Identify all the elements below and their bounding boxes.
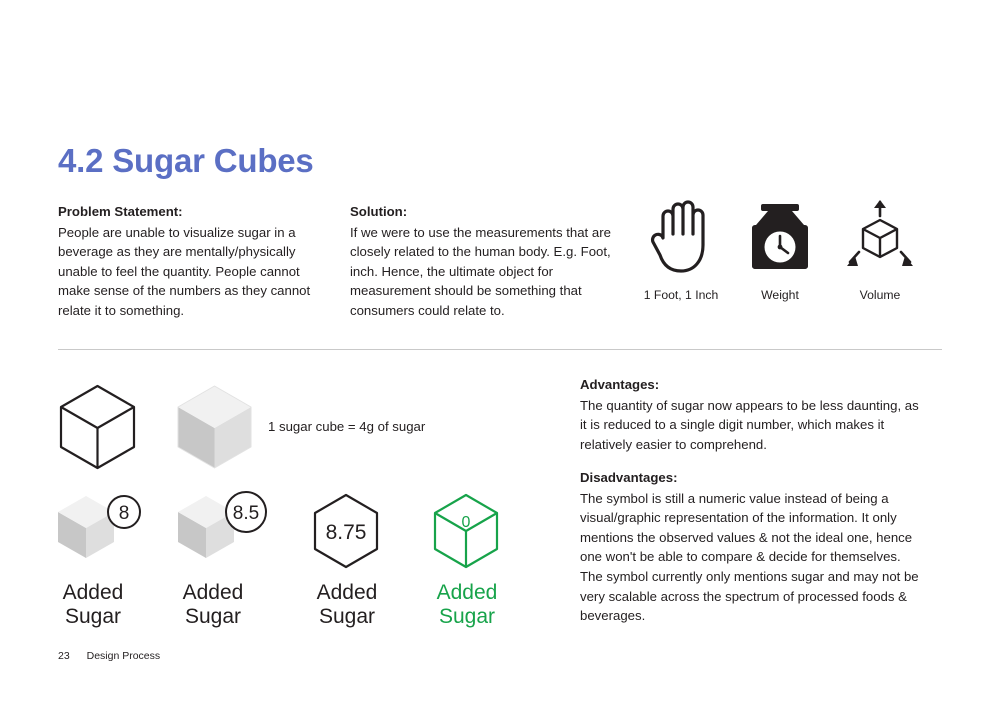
icon-caption-volume: Volume: [859, 288, 901, 302]
disadvantages-body: The symbol is still a numeric value instead of being a visual/graphic representation of the information. It only mentions the observed values & not the ideal one, hence one won't be able to compare & decide for themselves. The symbol currently only mentions sugar and may not be very scalable across the spectrum of processed foods & beverages.: [580, 490, 919, 624]
wireframe-cube-icon: [55, 382, 140, 477]
advantages-body: The quantity of sugar now appears to be less daunting, as it is reduced to a single digit number, which makes it relatively easier to comprehend.: [580, 397, 919, 452]
icon-block-volume: [830, 198, 930, 302]
sugar-cube-item-1: [28, 490, 158, 629]
disadvantages-heading: Disadvantages:: [580, 470, 678, 485]
icon-caption-foot-inch: 1 Foot, 1 Inch: [643, 288, 719, 302]
weight-scale-icon: [730, 198, 830, 276]
advantages-heading: Advantages:: [580, 377, 660, 392]
solution-body: If we were to use the measurements that are closely related to the human body. E.g. Foot, inch. Hence, the ultimate object for measurement should be something that consumers could relate to.: [350, 224, 611, 318]
sugar-cube-item-2: [148, 490, 278, 629]
section-divider: [58, 349, 942, 350]
sugar-cube-value-3: 8.75: [325, 521, 367, 544]
sugar-cube-value-1: 8: [118, 503, 130, 524]
footer: [58, 650, 160, 662]
problem-statement-block: [58, 202, 333, 320]
cube-legend-text: 1 sugar cube = 4g of sugar: [268, 419, 426, 434]
volume-cube-icon: [830, 198, 930, 276]
footer-section-label: Design Process: [86, 650, 161, 662]
sugar-cube-label-3: Added Sugar: [316, 581, 378, 628]
problem-statement-heading: Problem Statement:: [58, 204, 183, 219]
solid-cube-icon: [172, 382, 257, 477]
solution-heading: Solution:: [350, 204, 408, 219]
sugar-cube-label-4: Added Sugar: [436, 581, 498, 628]
hand-icon: [628, 198, 734, 276]
sugar-cube-label-2: Added Sugar: [182, 581, 244, 628]
sugar-cube-item-3: [282, 490, 412, 629]
icon-block-foot-inch: [628, 198, 734, 302]
disadvantages-block: [580, 468, 925, 626]
icon-block-weight: [730, 198, 830, 302]
advantages-block: [580, 375, 925, 454]
page-title: 4.2 Sugar Cubes: [58, 142, 314, 179]
problem-statement-body: People are unable to visualize sugar in a beverage as they are mentally/physically unable to feel the quantity. People cannot make sense of the numbers as they cannot relate it to something.: [58, 224, 311, 318]
solution-block: [350, 202, 622, 320]
footer-page-number: 23: [58, 650, 70, 662]
sugar-cube-value-2: 8.5: [232, 503, 260, 524]
icon-caption-weight: Weight: [761, 288, 799, 302]
sugar-cube-value-4: 0: [461, 514, 471, 531]
sugar-cube-item-4: [402, 490, 532, 629]
sugar-cube-label-1: Added Sugar: [62, 581, 124, 628]
